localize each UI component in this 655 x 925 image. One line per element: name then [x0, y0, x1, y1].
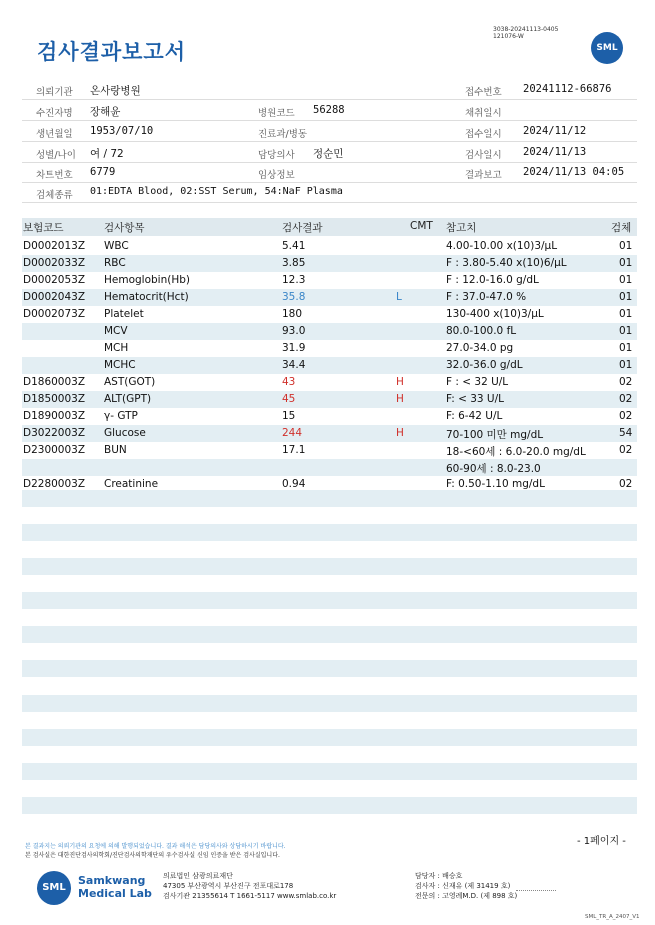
cell-result: 31.9: [282, 342, 306, 354]
cell-code: D0002043Z: [23, 291, 86, 303]
brand-name: [78, 874, 152, 900]
cell-item: MCV: [104, 325, 128, 337]
staff-line: 전문의 : 고영례M.D. (제 898 호): [415, 892, 518, 900]
clinical-label: 임상정보: [258, 170, 295, 181]
cell-ref: 27.0-34.0 pg: [446, 342, 514, 354]
cell-item: ALT(GPT): [104, 393, 152, 405]
org-address: 47305 부산광역시 부산진구 전포대로178: [163, 882, 294, 890]
cell-item: Glucose: [104, 427, 146, 439]
cell-code: D1860003Z: [23, 376, 86, 388]
cell-item: Creatinine: [104, 478, 159, 490]
row-band: [22, 695, 637, 712]
cell-ref: F : 12.0-16.0 g/dL: [446, 274, 539, 286]
divider: [22, 120, 637, 121]
hosp-code-label: 병원코드: [258, 108, 295, 119]
row-band: [22, 490, 637, 507]
cell-ref: F: < 33 U/L: [446, 393, 505, 405]
cell-result: 17.1: [282, 444, 306, 456]
cell-result: 93.0: [282, 325, 306, 337]
receipt-date-value: 2024/11/12: [523, 125, 587, 137]
cell-code: D1890003Z: [23, 410, 86, 422]
chart-label: 차트번호: [36, 170, 73, 181]
cell-spec: 01: [619, 274, 633, 286]
dob-value: 1953/07/10: [90, 125, 154, 137]
cell-result: 34.4: [282, 359, 306, 371]
cell-spec: 02: [619, 444, 633, 456]
cell-code: D0002053Z: [23, 274, 86, 286]
test-date-value: 2024/11/13: [523, 146, 587, 158]
page-number: - 1페이지 -: [577, 836, 626, 847]
cell-item: BUN: [104, 444, 127, 456]
cell-result: 3.85: [282, 257, 306, 269]
col-result-header: 검사결과: [282, 222, 323, 234]
staff-line: 담당자 : 배승호: [415, 872, 463, 880]
cell-item: RBC: [104, 257, 126, 269]
doctor-label: 담당의사: [258, 150, 295, 161]
col-item-header: 검사항목: [104, 222, 145, 234]
test-date-label: 검사일시: [465, 150, 502, 161]
cell-code: D0002073Z: [23, 308, 86, 320]
cell-spec: 02: [619, 478, 633, 490]
cell-item: γ- GTP: [104, 410, 138, 422]
cell-ref: F: 0.50-1.10 mg/dL: [446, 478, 545, 490]
form-id: SML_TR_A_2407_V1: [585, 914, 640, 920]
patient-value: 장해윤: [90, 106, 121, 118]
cell-item: MCH: [104, 342, 129, 354]
staff-line: [415, 881, 556, 891]
sex-age-value: 여 / 72: [90, 148, 124, 160]
cell-spec: 02: [619, 410, 633, 422]
cell-result: 12.3: [282, 274, 306, 286]
cell-spec: 01: [619, 359, 633, 371]
hospital-label: 의뢰기관: [36, 87, 73, 98]
cell-ref: F : < 32 U/L: [446, 376, 509, 388]
cell-item: AST(GOT): [104, 376, 156, 388]
receipt-date-label: 접수일시: [465, 129, 502, 140]
cell-spec: 01: [619, 257, 633, 269]
report-value: 2024/11/13 04:05: [523, 166, 625, 178]
cell-flag: H: [396, 393, 404, 405]
cell-result: 180: [282, 308, 303, 320]
cell-flag: H: [396, 427, 404, 439]
cell-code: D0002033Z: [23, 257, 86, 269]
cell-ref: 130-400 x(10)3/μL: [446, 308, 544, 320]
footnote-1: 본 결과지는 의뢰기관의 요청에 의해 발행되었습니다. 결과 해석은 담당의사와 상담하시기 바랍니다.: [25, 843, 286, 850]
cell-ref: 80.0-100.0 fL: [446, 325, 517, 337]
cell-flag: H: [396, 376, 404, 388]
cell-item: WBC: [104, 240, 129, 252]
divider: [22, 202, 637, 203]
collect-date-label: 채취일시: [465, 108, 502, 119]
cell-item: Platelet: [104, 308, 144, 320]
document-id-line: 3038-20241113-0405: [493, 26, 559, 33]
hosp-code-value: 56288: [313, 104, 345, 116]
cell-result: 45: [282, 393, 296, 405]
divider: [22, 141, 637, 142]
cell-result: 5.41: [282, 240, 306, 252]
patient-label: 수진자명: [36, 108, 73, 119]
receipt-no-label: 접수번호: [465, 87, 502, 98]
divider: [22, 182, 637, 183]
cell-spec: 01: [619, 240, 633, 252]
col-ref-header: 참고치: [446, 222, 477, 234]
row-band: [22, 592, 637, 609]
row-band: [22, 763, 637, 780]
divider: [22, 162, 637, 163]
cell-ref: 70-100 미만 mg/dL: [446, 429, 544, 441]
brand-line: Samkwang: [78, 874, 146, 887]
specimen-value: 01:EDTA Blood, 02:SST Serum, 54:NaF Plasma: [90, 186, 343, 197]
footnote-2: 본 검사실은 대한진단검사의학회/진단검사의학재단의 우수검사실 신임 인증을 받은 검사실입니다.: [25, 852, 280, 859]
col-code-header: 보험코드: [23, 222, 64, 234]
row-band: [22, 797, 637, 814]
cell-code: D1850003Z: [23, 393, 86, 405]
cell-item: MCHC: [104, 359, 136, 371]
row-band: [22, 729, 637, 746]
tester-line: 검사자 : 신재유 (제 31419 호): [415, 882, 511, 890]
cell-ref: 18-<60세 : 6.0-20.0 mg/dL: [446, 446, 586, 458]
cell-code: D0002013Z: [23, 240, 86, 252]
specimen-label: 검체종류: [36, 190, 73, 201]
cell-ref: 32.0-36.0 g/dL: [446, 359, 523, 371]
sml-logo: SML: [591, 32, 623, 64]
dob-label: 생년월일: [36, 129, 73, 140]
cell-spec: 01: [619, 308, 633, 320]
cell-code: D2300003Z: [23, 444, 86, 456]
brand-line: Medical Lab: [78, 887, 152, 900]
cell-flag: L: [396, 291, 402, 303]
dept-label: 진료과/병동: [258, 129, 308, 140]
report-label: 결과보고: [465, 170, 502, 181]
row-band: [22, 660, 637, 677]
col-cmt-header: CMT: [410, 220, 433, 232]
sex-age-label: 성별/나이: [36, 150, 76, 161]
document-id: [493, 26, 558, 40]
cell-spec: 02: [619, 393, 633, 405]
cell-result: 35.8: [282, 291, 306, 303]
cell-spec: 54: [619, 427, 633, 439]
cell-result: 43: [282, 376, 296, 388]
cell-ref: F : 37.0-47.0 %: [446, 291, 527, 303]
cell-code: D2280003Z: [23, 478, 86, 490]
cell-result: 0.94: [282, 478, 306, 490]
cell-result: 244: [282, 427, 303, 439]
org-info: [163, 871, 336, 901]
row-band: [22, 459, 637, 476]
cell-result: 15: [282, 410, 296, 422]
row-band: [22, 626, 637, 643]
doctor-value: 정순민: [313, 148, 344, 160]
chart-value: 6779: [90, 166, 116, 178]
cell-spec: 01: [619, 291, 633, 303]
row-band: [22, 524, 637, 541]
cell-ref: 60-90세 : 8.0-23.0: [446, 463, 541, 475]
cell-ref: F: 6-42 U/L: [446, 410, 503, 422]
hospital-value: 온사랑병원: [90, 85, 141, 97]
page-title: 검사결과보고서: [37, 40, 187, 64]
cell-ref: 4.00-10.00 x(10)3/μL: [446, 240, 558, 252]
row-band: [22, 558, 637, 575]
sml-logo: SML: [37, 871, 71, 905]
cell-spec: 01: [619, 342, 633, 354]
cell-ref: F : 3.80-5.40 x(10)6/μL: [446, 257, 567, 269]
document-id-line: 121076-W: [493, 33, 524, 40]
staff-info: [415, 871, 556, 901]
divider: [22, 99, 637, 100]
org-name: 의료법인 삼광의료재단: [163, 872, 233, 880]
org-contact: 검사기관 21355614 T 1661-5117 www.smlab.co.kr: [163, 892, 337, 900]
cell-item: Hematocrit(Hct): [104, 291, 189, 303]
cell-spec: 01: [619, 325, 633, 337]
receipt-no-value: 20241112-66876: [523, 83, 612, 95]
cell-spec: 02: [619, 376, 633, 388]
col-spec-header: 검체: [611, 222, 632, 234]
cell-code: D3022003Z: [23, 427, 86, 439]
signature: [516, 881, 556, 891]
cell-item: Hemoglobin(Hb): [104, 274, 191, 286]
